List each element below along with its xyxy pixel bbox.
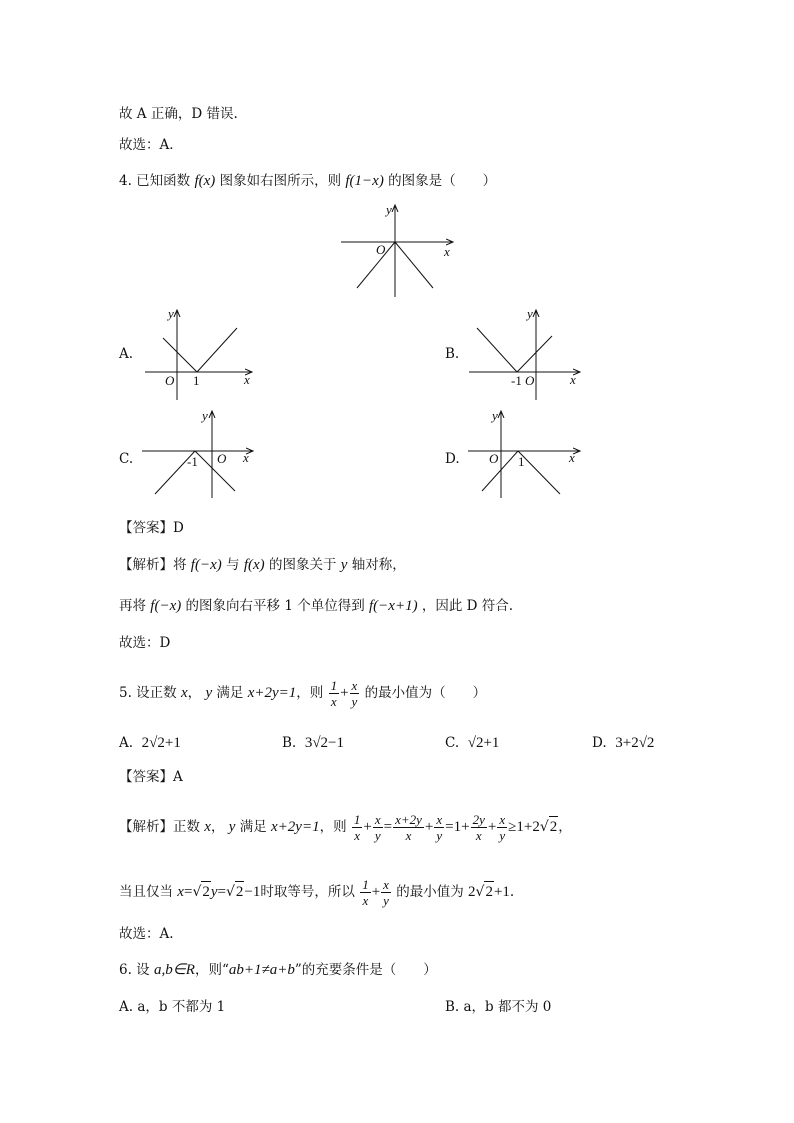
option-5a: A. 2√2+1 <box>119 735 181 751</box>
text-line: 故 A 正确，D 错误. <box>119 106 238 122</box>
svg-text:1: 1 <box>193 373 200 388</box>
svg-text:y: y <box>527 306 533 321</box>
curve-left <box>477 328 517 372</box>
svg-text:y: y <box>168 306 174 321</box>
text-line: 故选：D <box>119 635 171 651</box>
svg-text:-1: -1 <box>511 373 522 388</box>
option-a-graph <box>140 306 260 402</box>
svg-text:O: O <box>525 373 535 388</box>
text-line: 故选：A． <box>119 137 183 153</box>
explanation-4-line1: 【解析】将 f(−x) 与 f(x) 的图象关于 y 轴对称， <box>119 557 406 573</box>
option-a-label: A. <box>119 346 134 362</box>
svg-text:O: O <box>217 451 227 466</box>
svg-text:y: y <box>492 408 498 423</box>
curve-right <box>195 451 235 491</box>
explanation-5-line1: 【解析】正数 x， y 满足 x+2y=1，则 $\frac{1}{x}$ + $\frac{x}{y}$ = $\frac{x+2y}{x}$ + $\frac{x}{y}$ =1+ $\frac{2y}{x}$ + $\frac{x}{y}$ ≥1+2√2， <box>119 812 572 843</box>
option-c-label: C. <box>119 451 134 467</box>
question-4: 4. 已知函数 f(x) 图象如右图所示，则 f(1−x) 的图象是（ ） <box>119 173 497 189</box>
svg-text:O: O <box>165 373 175 388</box>
option-d-graph <box>464 408 589 500</box>
option-c-graph <box>140 408 260 500</box>
option-5c: C. √2+1 <box>445 735 500 751</box>
answer-5: 【答案】A <box>119 769 183 785</box>
x-label: x <box>444 244 450 259</box>
svg-text:x: x <box>570 372 576 387</box>
math-f1mx: f(1−x) <box>345 173 384 189</box>
math-fx: f(x) <box>194 173 216 189</box>
option-6a: A. a，b 不都为 1 <box>119 999 226 1015</box>
fraction-1-over-x: $\frac{1}{x}$ <box>330 678 338 709</box>
option-6b: B. a，b 都不为 0 <box>445 999 552 1015</box>
svg-text:-1: -1 <box>187 454 198 469</box>
curve-left <box>163 338 197 372</box>
explanation-4-line2: 再将 f(−x) 的图象向右平移 1 个单位得到 f(−x+1) ，因此 D 符合. <box>119 598 514 614</box>
option-d-label: D. <box>445 451 460 467</box>
option-b-label: B. <box>445 346 460 362</box>
main-graph <box>336 202 466 302</box>
text-line: 故选：A. <box>119 926 174 942</box>
y-label: y <box>386 202 392 217</box>
svg-text:x: x <box>243 450 249 465</box>
curve-right <box>197 328 237 372</box>
svg-text:y: y <box>202 408 208 423</box>
question-5: 5. 设正数 x， y 满足 x+2y=1，则 $\frac{1}{x}$ + $\frac{x}{y}$ 的最小值为（ ） <box>119 678 487 709</box>
option-5b: B. 3√2−1 <box>282 735 345 751</box>
svg-text:O: O <box>489 451 499 466</box>
svg-text:x: x <box>244 372 250 387</box>
origin-label: O <box>376 242 386 257</box>
svg-text:x: x <box>569 450 575 465</box>
option-b-graph <box>464 306 589 402</box>
question-6: 6. 设 a,b∈R，则“ab+1≠a+b”的充要条件是（ ） <box>119 962 437 978</box>
curve-left <box>482 451 518 491</box>
fraction-x-over-y: $\frac{x}{y}$ <box>351 678 358 709</box>
svg-text:1: 1 <box>518 454 525 469</box>
option-5d: D. 3+2√2 <box>592 735 655 751</box>
curve-right <box>395 242 433 288</box>
explanation-5-line2: 当且仅当 x=√2y=√2−1时取等号，所以 $\frac{1}{x}$ + $\frac{x}{y}$ 的最小值为 2√2+1. <box>119 877 515 908</box>
curve-right <box>517 336 552 372</box>
answer-4: 【答案】D <box>119 520 184 536</box>
